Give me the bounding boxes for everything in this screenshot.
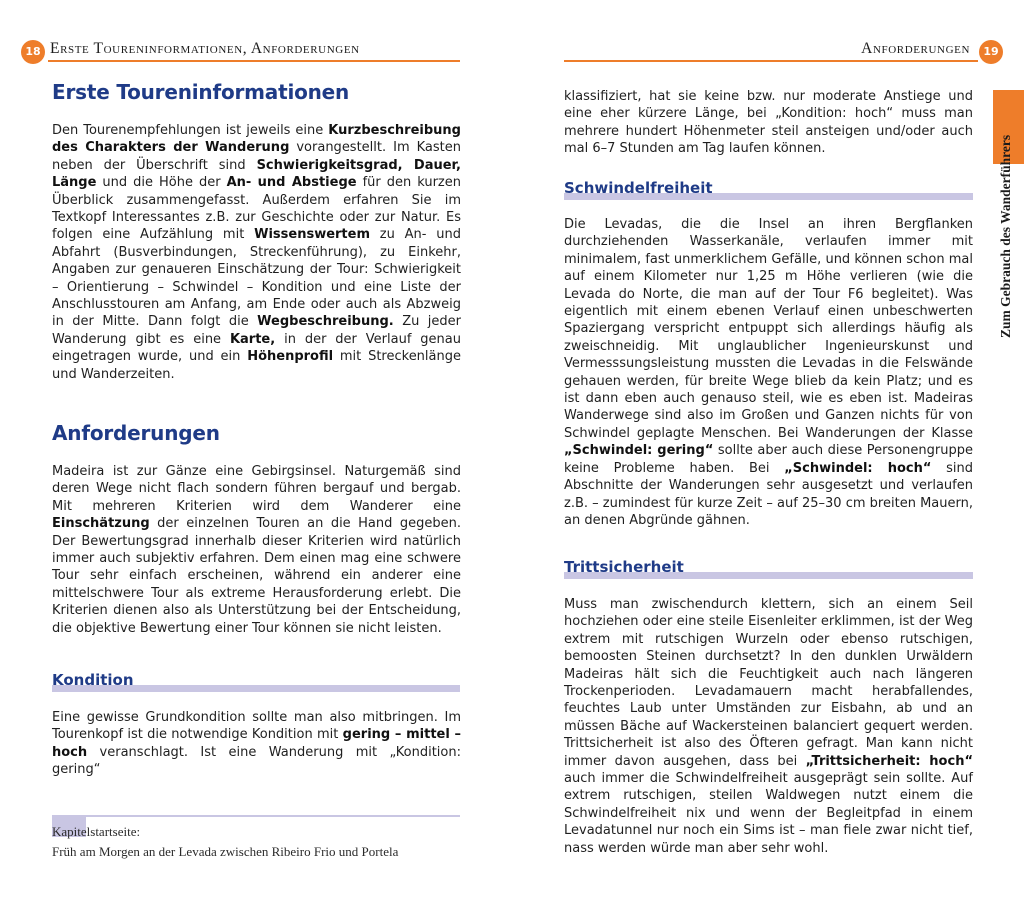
caption-text: Früh am Morgen an der Levada zwischen Ribeiro Frio und Portela <box>52 844 399 859</box>
subheading-schwindelfreiheit <box>564 178 973 202</box>
header-rule-left <box>48 60 460 62</box>
bold-emphasis: gering – mittel – hoch <box>52 727 461 760</box>
section-text-trittsicherheit: Muss man zwischendurch klettern, sich an einem Seil hochziehen oder eine steile Eisenleiter erklimmen, ist der Weg extrem mit rutschigen Wurzeln oder ebenso rutschigen, bemoosten Steinen durchsetzt? In den dunklen Urwäldern Madeiras hält sich die Feuchtigkeit auch nach längeren Trockenperioden. Levadamauern macht herabfallendes, feuchtes Laub unter Umständen zur Eisbahn, ab und an müssen Bäche auf Wackersteinen balanciert gequert werden. Trittsicherheit ist also des Öfteren gefragt. Man kann nicht immer davon ausgehen, dass bei „Trittsicherheit: hoch“ auch immer die Schwindelfreiheit ausgeprägt sein sollte. Auf extrem rutschigen, steilen Waldwegen nutzt einem die Schwindelfreiheit nix und wenn der Begleitpfad in einem Levadatunnel nur noch ein Sims ist – man fiele zwar nicht tief, nass werden würde man aber sehr wohl. <box>564 597 973 856</box>
bold-emphasis: „Schwindel: hoch“ <box>784 460 932 476</box>
caption-rule <box>52 815 460 817</box>
bold-emphasis: Wegbeschreibung. <box>257 314 394 330</box>
page-number-right: 19 <box>979 40 1003 64</box>
bold-emphasis: An- und Abstiege <box>226 175 357 191</box>
section-text-toureninformationen: Den Tourenempfehlungen ist jeweils eine Kurzbeschreibung des Charakters der Wanderung vorangestellt. Im Kasten neben der Überschrift sind Schwierigkeitsgrad, Dauer, Länge und die Höhe der An- und Abstiege für den kurzen Überblick zusammengefasst. Außerdem erfahren Sie im Textkopf Interessantes z.B. zur Geschichte oder zur Natur. Es folgen eine Aufzählung mit Wissenswertem zu An- und Abfahrt (Busverbindungen, Streckenführung), zu Einkehr, Angaben zur genaueren Einschätzung der Tour: Schwierigkeit – Orientierung – Schwindel – Kondition und eine Liste der Anschlusstouren am Anfang, am Ende oder auch als Abzweig in der Mitte. Dann folgt die Wegbeschreibung. Zu jeder Wanderung gibt es eine Karte, in der der Verlauf genau eingetragen wurde, und ein Höhenprofil mit Streckenlänge und Wanderzeiten. <box>52 123 462 382</box>
section-title-toureninformationen: Erste Toureninformationen <box>52 80 350 104</box>
caption-label: Kapitelstartseite: <box>52 824 141 839</box>
bold-emphasis: Einschätzung <box>52 516 150 532</box>
bold-emphasis: „Schwindel: gering“ <box>564 443 714 459</box>
bold-emphasis: Kurzbeschreibung des Charakters der Wanderung <box>52 123 461 156</box>
chapter-tab-label: Zum Gebrauch des Wanderführers <box>998 134 1013 338</box>
bold-emphasis: Höhenprofil <box>247 349 334 365</box>
bold-emphasis: Wissenswertem <box>254 227 371 243</box>
subheading-label: Schwindelfreiheit <box>564 179 713 197</box>
section-text-anforderungen: Madeira ist zur Gänze eine Gebirgsinsel. Naturgemäß sind deren Wege nicht flach sondern führen bergauf und bergab. Mit mehreren Kriterien wird dem Wanderer eine Einschätzung der einzelnen Touren an die Hand gegeben. Der Bewertungsgrad innerhalb dieser Kriterien wird natürlich immer auch subjektiv erfahren. Dem einen mag eine schwere Tour sehr einfach erscheinen, während ein anderer eine mittelschwere Tour als extreme Herausforderung erlebt. Die Kriterien dienen also als Unterstützung bei der Entscheidung, die objektive Bewertung einer Tour können sie nicht leisten. <box>52 464 461 636</box>
running-head-left: Erste Toureninformationen, Anforderungen <box>50 40 360 57</box>
section-text-continued: klassifiziert, hat sie keine bzw. nur moderate Anstiege und eine eher kürzere Länge, bei „Kondition: hoch“ muss man mehrere hundert Höhenmeter steil ansteigen und/oder auch mal 6–7 Stunden am Tag laufen können. <box>564 89 973 157</box>
bold-emphasis: Schwierigkeitsgrad, Dauer, Länge <box>52 157 461 191</box>
subheading-label: Kondition <box>52 671 134 689</box>
section-title-anforderungen: Anforderungen <box>52 421 220 445</box>
running-head-right: Anforderungen <box>861 40 970 57</box>
section-text-kondition: Eine gewisse Grundkondition sollte man also mitbringen. Im Tourenkopf ist die notwendige Kondition mit gering – mittel – hoch veranschlagt. Ist eine Wanderung mit „Kondition: gering“ <box>52 710 461 778</box>
subheading-trittsicherheit <box>564 557 973 581</box>
subheading-label: Trittsicherheit <box>564 558 684 576</box>
page-number-left: 18 <box>21 40 45 64</box>
subheading-kondition <box>52 670 460 694</box>
section-text-schwindelfreiheit: Die Levadas, die die Insel an ihren Bergflanken durchziehenden Wasserkanäle, verlaufen immer mit minimalem, fast unmerklichem Gefälle, und können schon mal auf einem Kilometer nur 1,25 m Höhe verlieren (wie die Levada do Norte, die man auf der Tour F6 begleitet). Was eigentlich mit einem ebenen Verlauf einen unbeschwerten Spaziergang verspricht entpuppt sich allerdings häufig als zweischneidig. Mit unglaublicher Ingenieurskunst und Vermesssungsleistung mussten die Levadas in die Felswände gehauen werden, für breite Wege blieb da kein Platz; und es ist dann eben auch genauso steil, wie es eben ist. Madeiras Wanderwege sind also im Großen und Ganzen nichts für von Schwindel geplagte Menschen. Bei Wanderungen der Klasse „Schwindel: gering“ sollte aber auch diese Personengruppe keine Probleme haben. Bei „Schwindel: hoch“ sind Abschnitte der Wanderungen sehr ausgesetzt und verlaufen z.B. – zumindest für kurze Zeit – auf 25–30 cm breiten Mauern, an denen Abgründe gähnen. <box>564 217 973 528</box>
bold-emphasis: „Trittsicherheit: hoch“ <box>805 753 973 769</box>
bold-emphasis: Karte, <box>229 331 276 347</box>
right-page <box>512 0 1024 921</box>
header-rule-right <box>564 60 978 62</box>
